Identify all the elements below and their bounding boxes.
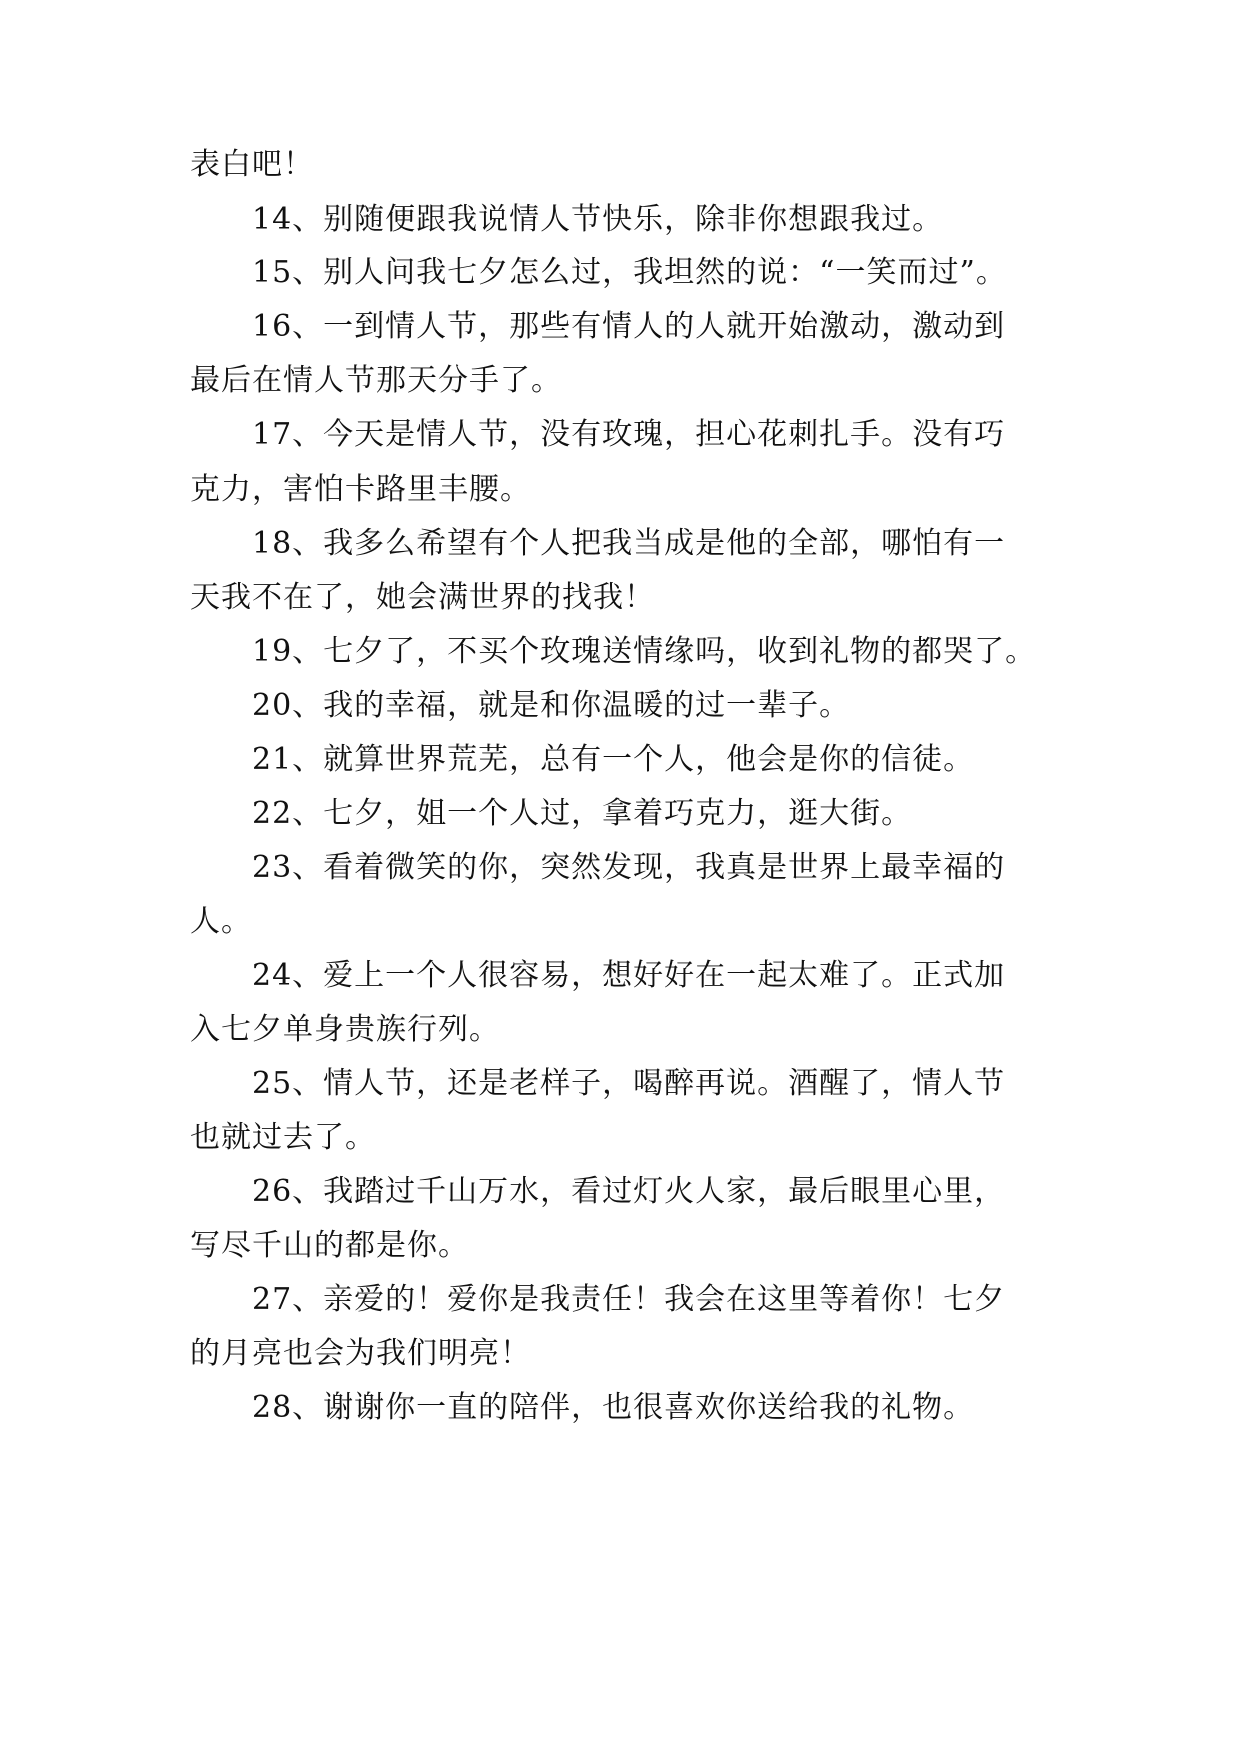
text-line-5: 最后在情人节那天分手了。	[190, 363, 562, 398]
text-line-3: 15、别人问我七夕怎么过，我坦然的说：“一笑而过”。	[252, 255, 1007, 290]
text-line-1: 表白吧！	[190, 147, 314, 182]
text-line-19: 也就过去了。	[190, 1120, 376, 1155]
text-line-24: 28、谢谢你一直的陪伴，也很喜欢你送给我的礼物。	[252, 1390, 975, 1425]
text-line-22: 27、亲爱的！爱你是我责任！我会在这里等着你！七夕	[252, 1282, 1006, 1317]
text-line-17: 入七夕单身贵族行列。	[190, 1012, 500, 1047]
text-line-10: 19、七夕了，不买个玫瑰送情缘吗，收到礼物的都哭了。	[252, 634, 1037, 669]
text-line-23: 的月亮也会为我们明亮！	[190, 1336, 531, 1371]
text-line-2: 14、别随便跟我说情人节快乐，除非你想跟我过。	[252, 202, 944, 237]
text-line-16: 24、爱上一个人很容易，想好好在一起太难了。正式加	[252, 958, 1006, 993]
text-line-14: 23、看着微笑的你，突然发现，我真是世界上最幸福的	[252, 850, 1006, 885]
text-line-11: 20、我的幸福，就是和你温暖的过一辈子。	[252, 688, 851, 723]
text-line-4: 16、一到情人节，那些有情人的人就开始激动，激动到	[252, 309, 1006, 344]
text-line-15: 人。	[190, 904, 252, 939]
text-line-20: 26、我踏过千山万水，看过灯火人家，最后眼里心里，	[252, 1174, 1006, 1209]
text-line-6: 17、今天是情人节，没有玫瑰，担心花刺扎手。没有巧	[252, 417, 1006, 452]
text-line-7: 克力，害怕卡路里丰腰。	[190, 472, 531, 507]
text-line-9: 天我不在了，她会满世界的找我！	[190, 580, 655, 615]
text-line-18: 25、情人节，还是老样子，喝醉再说。酒醒了，情人节	[252, 1066, 1006, 1101]
text-line-12: 21、就算世界荒芜，总有一个人，他会是你的信徒。	[252, 742, 975, 777]
text-line-13: 22、七夕，姐一个人过，拿着巧克力，逛大街。	[252, 796, 913, 831]
text-line-8: 18、我多么希望有个人把我当成是他的全部，哪怕有一	[252, 526, 1006, 561]
text-line-21: 写尽千山的都是你。	[190, 1228, 469, 1263]
